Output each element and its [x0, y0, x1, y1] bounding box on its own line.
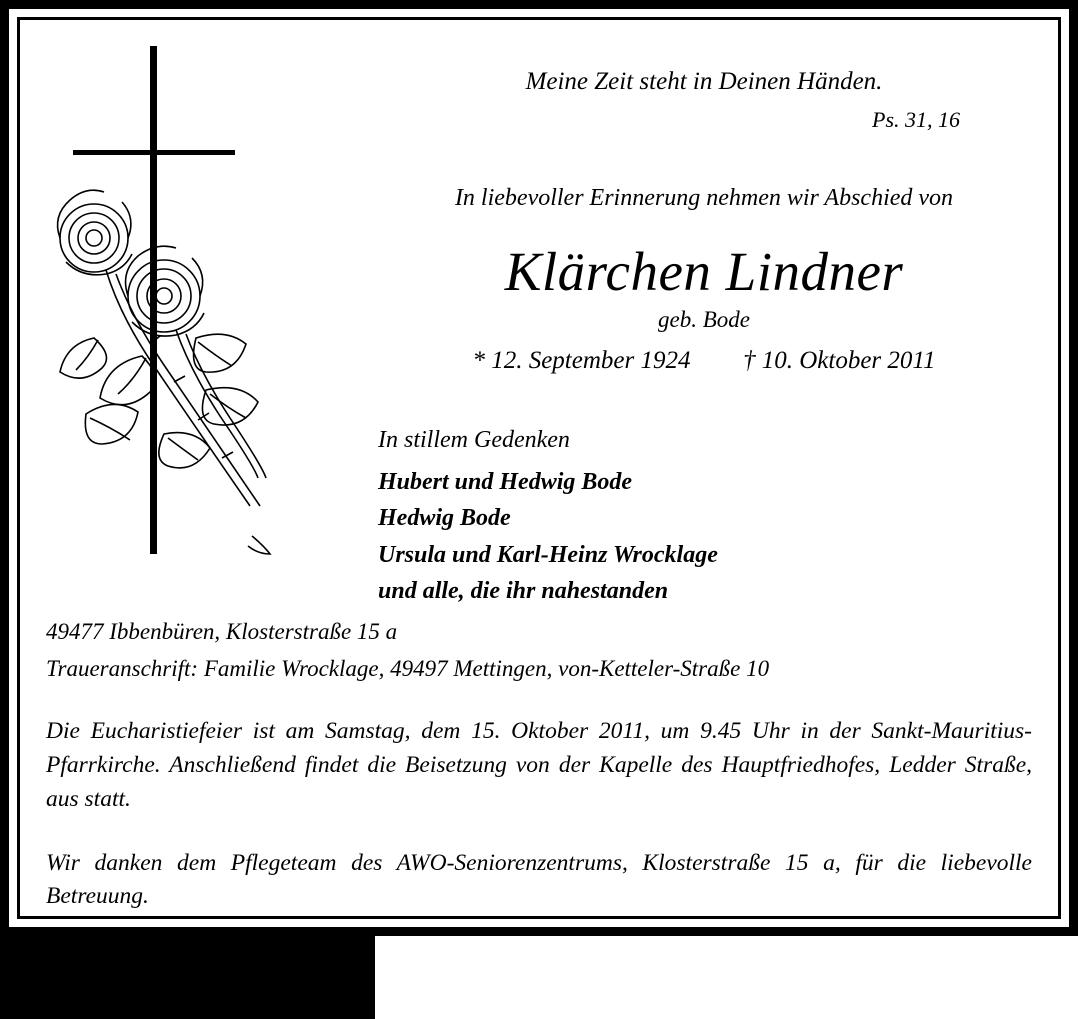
service-details-paragraph: Die Eucharistiefeier ist am Samstag, dem 15. Oktober 2011, um 9.45 Uhr in der Sankt-Mauritius-Pfarrkirche. Anschließend findet die Beisetzung von der Kapelle des Hauptfriedhofes, Ledder Straße, aus statt.	[46, 718, 1032, 812]
notice-text-column	[376, 38, 1032, 610]
artwork-column	[46, 38, 376, 568]
deceased-dates	[376, 347, 1032, 375]
thanks-paragraph: Wir danken dem Pflegeteam des AWO-Seniorenzentrums, Klosterstraße 15 a, für die liebevolle Betreuung.	[46, 849, 1032, 910]
roses-illustration	[58, 190, 270, 554]
death-date: † 10. Oktober 2011	[742, 346, 936, 374]
page-bottom-black-bar	[0, 936, 375, 1019]
notice-bottom-area	[20, 616, 1058, 915]
notice-top-area	[20, 20, 1058, 610]
intro-line: In liebevoller Erinnerung nehmen wir Abschied von	[454, 185, 954, 212]
mourner-name: Hubert und Hedwig Bode	[378, 468, 633, 495]
obituary-notice-body	[17, 17, 1061, 919]
remembrance-title: In stillem Gedenken	[378, 426, 570, 453]
address-line-1: 49477 Ibbenbüren, Klosterstraße 15 a	[46, 618, 398, 644]
obituary-notice-inner-white	[9, 9, 1069, 927]
deceased-maiden-name: geb. Bode	[658, 306, 750, 332]
scripture-verse: Meine Zeit steht in Deinen Händen.	[525, 68, 883, 95]
birth-date: * 12. September 1924	[472, 346, 691, 374]
cross-and-roses-illustration	[46, 38, 376, 568]
scripture-reference: Ps. 31, 16	[872, 107, 960, 133]
remembrance-block	[376, 427, 1032, 610]
mourner-name: Ursula und Karl-Heinz Wrocklage	[378, 541, 718, 568]
mourner-name: Hedwig Bode	[378, 505, 511, 532]
mourner-name: und alle, die ihr nahestanden	[378, 578, 669, 605]
deceased-name: Klärchen Lindner	[504, 241, 904, 303]
cross-icon	[73, 46, 235, 554]
address-line-2: Traueranschrift: Familie Wrocklage, 49497 Mettingen, von-Ketteler-Straße 10	[46, 656, 770, 682]
